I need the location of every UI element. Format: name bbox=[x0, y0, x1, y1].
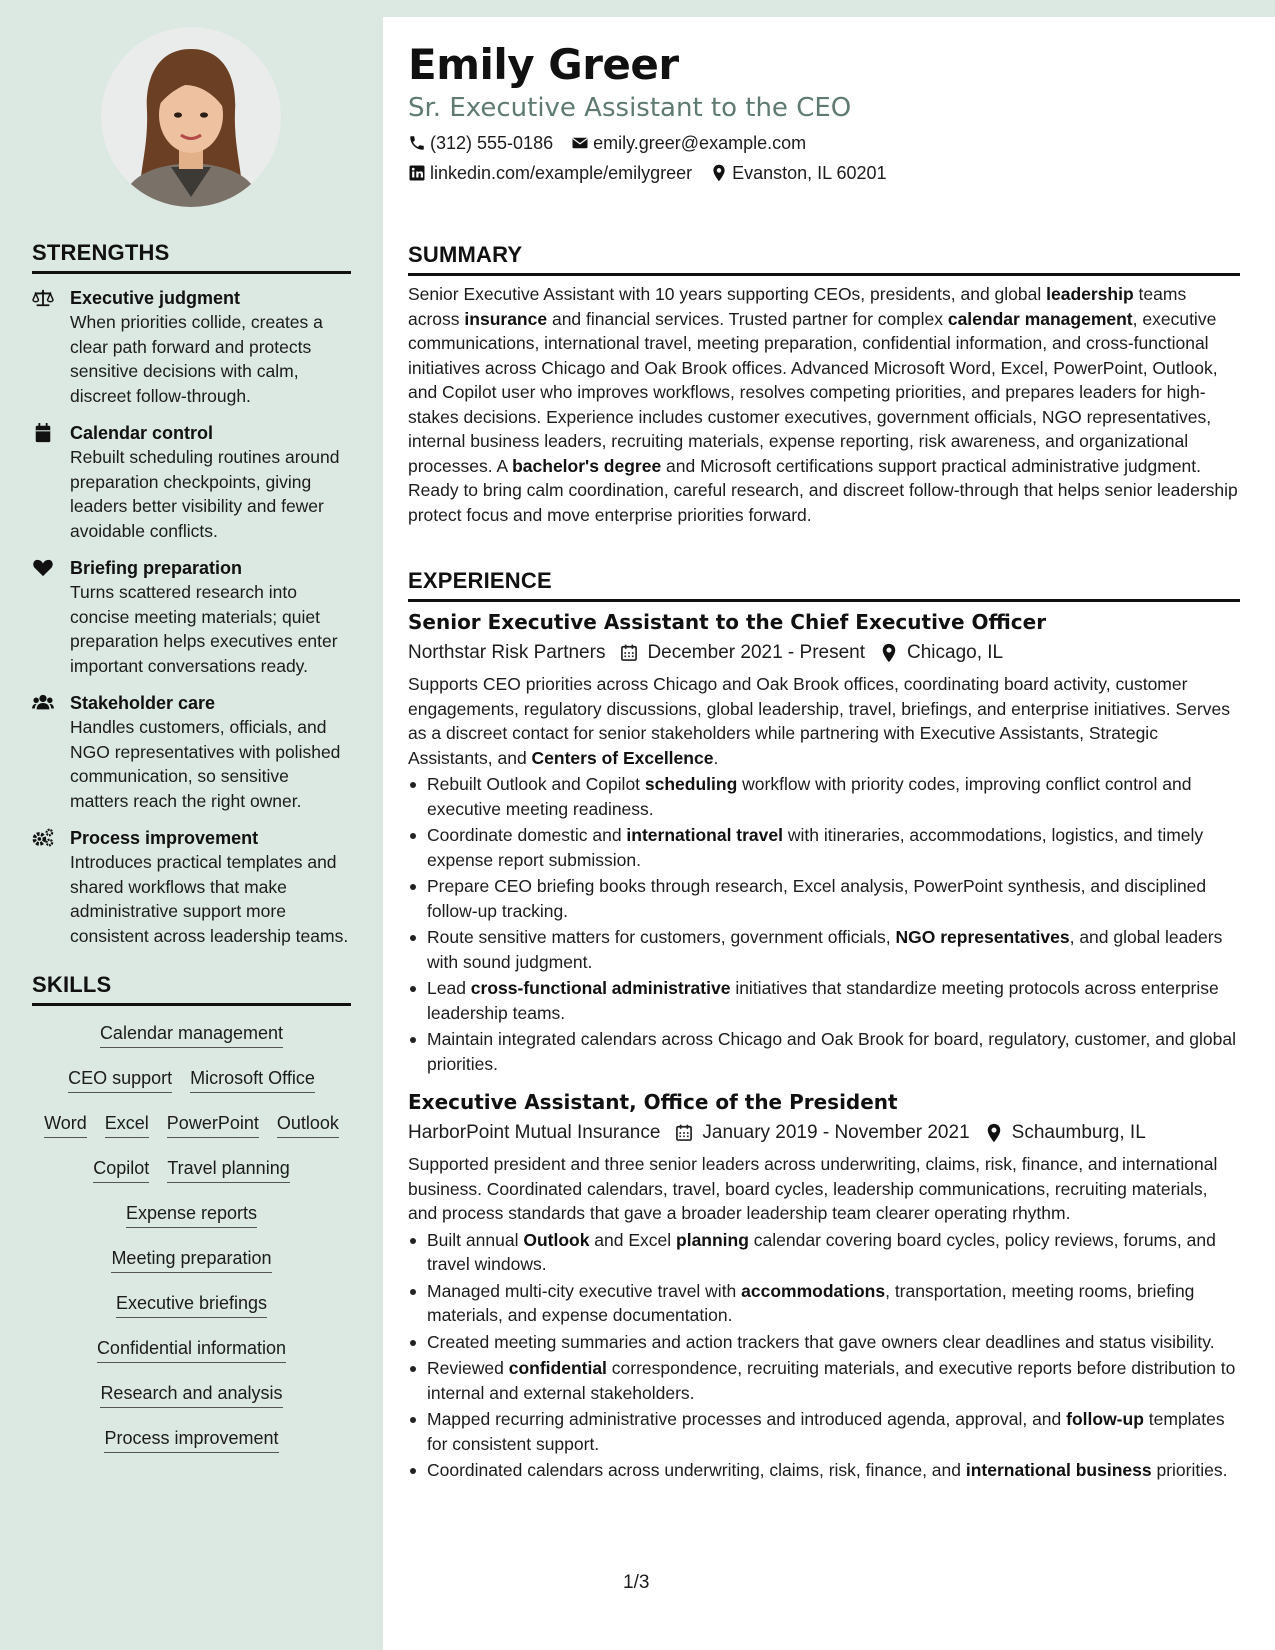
bullet-item bbox=[408, 772, 1240, 821]
text-run: calendar covering board cycles, policy reviews, forums, and travel windows. bbox=[427, 1229, 1216, 1274]
calendar-icon bbox=[619, 643, 639, 663]
experience-heading: EXPERIENCE bbox=[408, 568, 1240, 602]
text-run: Mapped recurring administrative processes and introduced agenda, approval, and bbox=[427, 1409, 1067, 1429]
text-run: teams across bbox=[408, 284, 1187, 329]
heart-icon bbox=[32, 556, 70, 678]
map-pin-icon bbox=[710, 164, 728, 182]
skill-tag: Meeting preparation bbox=[111, 1247, 271, 1273]
sidebar-content bbox=[32, 240, 351, 1462]
profile-photo-image bbox=[101, 27, 281, 207]
bold-keyword: international travel bbox=[626, 825, 783, 845]
skill-row bbox=[32, 1192, 351, 1237]
text-run: and Microsoft certifications support practical administrative judgment. Ready to bring calm coordination, careful research, and discreet follow-through that helps senior leadership protect focus and move enterprise priorities forward. bbox=[408, 455, 1238, 525]
skill-row bbox=[32, 1237, 351, 1282]
bold-keyword: scheduling bbox=[644, 774, 738, 794]
email-contact[interactable] bbox=[571, 131, 806, 155]
bold-keyword: leadership bbox=[1046, 284, 1134, 304]
job-location-text: Chicago, IL bbox=[907, 642, 1004, 663]
strength-title: Stakeholder care bbox=[70, 693, 216, 713]
job-summary bbox=[408, 672, 1240, 770]
bullet-item bbox=[408, 1356, 1240, 1405]
skill-tag: Excel bbox=[105, 1112, 149, 1138]
phone-text: (312) 555-0186 bbox=[430, 133, 554, 153]
calendar-icon bbox=[32, 421, 70, 543]
strength-item bbox=[32, 421, 351, 543]
text-run: Built annual bbox=[427, 1229, 524, 1250]
text-run: initiatives that standardize meeting protocols across enterprise leadership teams. bbox=[427, 978, 1219, 1023]
skill-row bbox=[32, 1147, 351, 1192]
skill-row bbox=[32, 1282, 351, 1327]
strength-desc: Introduces practical templates and shared workflows that make administrative support more consistent across leadership teams. bbox=[70, 852, 349, 946]
calendar-icon bbox=[674, 1123, 694, 1143]
bold-keyword: cross-functional administrative bbox=[470, 978, 731, 998]
text-run: and financial services. Trusted partner for complex bbox=[547, 308, 948, 329]
text-run: Supported president and three senior leaders across underwriting, claims, risk, finance, and international business. Coordinated calendars, travel, board cycles, leadership communications, recruiting materials, and process standards that gave a broader leadership team clearer operating rhythm. bbox=[408, 1154, 1218, 1223]
email-text: emily.greer@example.com bbox=[593, 133, 807, 153]
text-run: Prepare CEO briefing books through research, Excel analysis, PowerPoint synthesis, and disciplined follow-up tracking. bbox=[427, 876, 1207, 921]
skills-heading: SKILLS bbox=[32, 972, 351, 1006]
strength-desc: Rebuilt scheduling routines around preparation checkpoints, giving leaders better visibility and fewer avoidable conflicts. bbox=[70, 447, 340, 541]
skill-tag: Outlook bbox=[277, 1112, 339, 1138]
job-entry bbox=[408, 608, 1240, 1076]
page-number: 1/3 bbox=[623, 1572, 650, 1593]
text-run: , transportation, meeting rooms, briefing materials, and expense documentation. bbox=[427, 1280, 1195, 1325]
text-run: correspondence, recruiting materials, and executive reports before distribution to internal and external stakeholders. bbox=[427, 1358, 1236, 1403]
text-run: , executive communications, international travel, meeting preparation, confidential information, and cross-functional initiatives across Chicago and Oak Brook offices. Advanced Microsoft Word, Excel, PowerPoint, Outlook, and Copilot user who improves workflows, resolves competing priorities, and prepares leaders for high-stakes decisions. Experience includes customer executives, government officials, NGO representatives, internal business leaders, recruiting materials, expense reporting, risk awareness, and organizational processes. A bbox=[408, 308, 1218, 476]
job-title: Executive Assistant, Office of the President bbox=[408, 1090, 898, 1114]
text-run: Supports CEO priorities across Chicago and Oak Brook offices, coordinating board activity, customer engagements, regulatory discussions, global leadership, travel, briefings, and enterprise initiatives. Serves as a discreet contact for senior stakeholders while partnering with Executive Assistants, Strategic Assistants, and bbox=[408, 674, 1230, 768]
bullet-item bbox=[408, 1458, 1240, 1483]
company-name: HarborPoint Mutual Insurance bbox=[408, 1122, 661, 1143]
bold-keyword: accommodations bbox=[741, 1280, 886, 1301]
bold-keyword: calendar management bbox=[947, 308, 1133, 329]
skill-tag: Expense reports bbox=[126, 1202, 257, 1228]
bold-keyword: Centers of Excellence bbox=[531, 747, 714, 768]
strength-title: Calendar control bbox=[70, 423, 214, 443]
map-pin-icon bbox=[984, 1123, 1004, 1143]
profile-photo bbox=[101, 27, 281, 207]
summary-text bbox=[408, 282, 1240, 527]
strength-title: Executive judgment bbox=[70, 288, 241, 308]
text-run: templates for consistent support. bbox=[427, 1409, 1225, 1454]
job-meta bbox=[408, 638, 1240, 668]
text-run: Coordinate domestic and bbox=[427, 825, 627, 845]
bold-keyword: confidential bbox=[508, 1358, 607, 1378]
text-run: Managed multi-city executive travel with bbox=[427, 1280, 742, 1301]
skill-tag: PowerPoint bbox=[167, 1112, 259, 1138]
skill-tag: Calendar management bbox=[100, 1022, 283, 1048]
job-entry bbox=[408, 1088, 1240, 1483]
text-run: Lead bbox=[427, 978, 471, 998]
skill-row bbox=[32, 1102, 351, 1147]
skill-row bbox=[32, 1372, 351, 1417]
contact-row bbox=[408, 131, 1240, 155]
job-dates bbox=[674, 1118, 969, 1148]
text-run: priorities. bbox=[1151, 1460, 1228, 1480]
skill-tag: Executive briefings bbox=[116, 1292, 267, 1318]
skill-row bbox=[32, 1417, 351, 1462]
skill-tag: Research and analysis bbox=[100, 1382, 282, 1408]
bold-keyword: bachelor's degree bbox=[512, 455, 662, 476]
header bbox=[408, 40, 1240, 185]
strength-item bbox=[32, 286, 351, 408]
text-run: Coordinated calendars across underwriting, claims, risk, finance, and bbox=[427, 1460, 966, 1480]
text-run: Route sensitive matters for customers, government officials, bbox=[427, 927, 896, 947]
skill-tag: Copilot bbox=[93, 1157, 149, 1183]
text-run: and Excel bbox=[589, 1229, 677, 1250]
envelope-icon bbox=[571, 134, 589, 152]
skill-row bbox=[32, 1057, 351, 1102]
bullet-item bbox=[408, 823, 1240, 872]
job-dates-text: December 2021 - Present bbox=[647, 642, 866, 663]
linkedin-text: linkedin.com/example/emilygreer bbox=[430, 163, 693, 183]
text-run: Rebuilt Outlook and Copilot bbox=[427, 774, 645, 794]
linkedin-contact[interactable] bbox=[408, 161, 692, 185]
strengths-heading: STRENGTHS bbox=[32, 240, 351, 274]
skill-row bbox=[32, 1012, 351, 1057]
strength-item bbox=[32, 691, 351, 813]
text-run: Reviewed bbox=[427, 1358, 509, 1378]
job-title: Senior Executive Assistant to the Chief Executive Officer bbox=[408, 610, 1047, 634]
bullet-item bbox=[408, 1330, 1240, 1355]
map-pin-icon bbox=[879, 643, 899, 663]
candidate-title: Sr. Executive Assistant to the CEO bbox=[408, 93, 852, 123]
job-summary bbox=[408, 1152, 1240, 1226]
bullet-item bbox=[408, 976, 1240, 1025]
job-dates bbox=[619, 638, 865, 668]
text-run: Maintain integrated calendars across Chicago and Oak Brook for board, regulatory, customer, and global priorities. bbox=[427, 1029, 1237, 1074]
skills-list bbox=[32, 1012, 351, 1462]
gears-icon bbox=[32, 826, 70, 948]
summary-section bbox=[408, 242, 1240, 527]
contact-row-2 bbox=[408, 161, 1240, 185]
job-bullets bbox=[408, 1228, 1240, 1483]
job-location-text: Schaumburg, IL bbox=[1011, 1122, 1146, 1143]
skill-row bbox=[32, 1327, 351, 1372]
strength-title: Process improvement bbox=[70, 828, 259, 848]
users-icon bbox=[32, 691, 70, 813]
bold-keyword: Outlook bbox=[523, 1229, 590, 1250]
text-run: Senior Executive Assistant with 10 years supporting CEOs, presidents, and global bbox=[408, 284, 1047, 304]
bullet-item bbox=[408, 874, 1240, 923]
bullet-item bbox=[408, 1027, 1240, 1076]
text-run: . bbox=[713, 747, 719, 768]
bold-keyword: insurance bbox=[464, 308, 548, 329]
job-location bbox=[984, 1118, 1146, 1148]
strength-item bbox=[32, 826, 351, 948]
bold-keyword: planning bbox=[676, 1229, 749, 1250]
strength-item bbox=[32, 556, 351, 678]
job-meta bbox=[408, 1118, 1240, 1148]
strength-desc: Handles customers, officials, and NGO representatives with polished communication, so sensitive matters reach the right owner. bbox=[70, 717, 341, 811]
text-run: , and global leaders with sound judgment. bbox=[427, 927, 1223, 972]
strength-desc: When priorities collide, creates a clear path forward and protects sensitive decisions with calm, discreet follow-through. bbox=[70, 312, 323, 406]
bullet-item bbox=[408, 1228, 1240, 1277]
job-bullets bbox=[408, 772, 1240, 1076]
job-location bbox=[879, 638, 1003, 668]
top-band bbox=[383, 0, 1275, 17]
skill-tag: CEO support bbox=[68, 1067, 172, 1093]
company-name: Northstar Risk Partners bbox=[408, 642, 606, 663]
bullet-item bbox=[408, 1407, 1240, 1456]
scale-icon bbox=[32, 286, 70, 408]
text-run: Created meeting summaries and action trackers that gave owners clear deadlines and status visibility. bbox=[427, 1331, 1215, 1352]
location-text: Evanston, IL 60201 bbox=[732, 163, 887, 183]
summary-heading: SUMMARY bbox=[408, 242, 1240, 276]
location-contact bbox=[710, 161, 886, 185]
text-run: workflow with priority codes, improving conflict control and executive meeting readiness. bbox=[427, 774, 1192, 819]
job-dates-text: January 2019 - November 2021 bbox=[702, 1122, 970, 1143]
candidate-name: Emily Greer bbox=[408, 40, 679, 89]
experience-section bbox=[408, 568, 1240, 1485]
text-run: with itineraries, accommodations, logistics, and timely expense report submission. bbox=[427, 825, 1204, 870]
phone-icon bbox=[408, 134, 426, 152]
bullet-item bbox=[408, 1279, 1240, 1328]
bold-keyword: follow-up bbox=[1066, 1409, 1144, 1429]
skill-tag: Process improvement bbox=[104, 1427, 278, 1453]
linkedin-icon bbox=[408, 164, 426, 182]
bullet-item bbox=[408, 925, 1240, 974]
phone-contact bbox=[408, 131, 553, 155]
bold-keyword: NGO representatives bbox=[895, 927, 1070, 947]
skill-tag: Word bbox=[44, 1112, 87, 1138]
skill-tag: Microsoft Office bbox=[190, 1067, 315, 1093]
strength-desc: Turns scattered research into concise meeting materials; quiet preparation helps executives enter important conversations ready. bbox=[70, 582, 338, 676]
strength-title: Briefing preparation bbox=[70, 558, 243, 578]
skill-tag: Confidential information bbox=[97, 1337, 286, 1363]
skill-tag: Travel planning bbox=[167, 1157, 289, 1183]
bold-keyword: international business bbox=[965, 1460, 1152, 1480]
